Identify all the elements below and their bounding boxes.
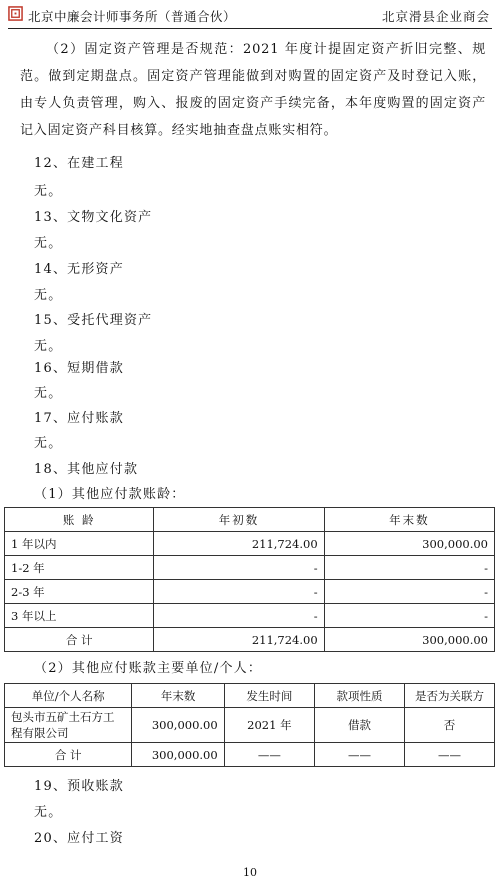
table-row bbox=[5, 708, 495, 743]
table-header-cell: 账 龄 bbox=[5, 508, 154, 532]
subsection-title: （1）其他应付款账龄： bbox=[34, 487, 186, 502]
section-title: 12、在建工程 bbox=[34, 156, 124, 171]
table-cell: - bbox=[154, 580, 324, 604]
table-cell: 300,000.00 bbox=[132, 743, 224, 767]
section-body: 无。 bbox=[34, 339, 63, 354]
section-title: 17、应付账款 bbox=[34, 411, 124, 426]
section-title: 13、文物文化资产 bbox=[34, 210, 153, 225]
section-body: 无。 bbox=[34, 805, 63, 820]
table-cell: - bbox=[324, 580, 494, 604]
table-row bbox=[5, 580, 495, 604]
table-row bbox=[5, 604, 495, 628]
table-header-cell: 年初数 bbox=[154, 508, 324, 532]
table-cell: 否 bbox=[404, 708, 494, 743]
table-cell: 借款 bbox=[315, 708, 405, 743]
table-cell: —— bbox=[404, 743, 494, 767]
table-header-cell: 是否为关联方 bbox=[404, 684, 494, 708]
table-cell: 合 计 bbox=[5, 628, 154, 652]
section-body: 无。 bbox=[34, 288, 63, 303]
section-title: 19、预收账款 bbox=[34, 779, 124, 794]
table-cell: - bbox=[154, 604, 324, 628]
table-header-row bbox=[5, 508, 495, 532]
table-cell: —— bbox=[315, 743, 405, 767]
table-cell: 300,000.00 bbox=[324, 628, 494, 652]
section-body: 无。 bbox=[34, 436, 63, 451]
table-cell: 300,000.00 bbox=[324, 532, 494, 556]
firm-logo-icon bbox=[8, 6, 23, 21]
page-number: 10 bbox=[243, 866, 257, 879]
table-cell: —— bbox=[224, 743, 314, 767]
table-total-row bbox=[5, 743, 495, 767]
table-cell: 211,724.00 bbox=[154, 628, 324, 652]
table-cell: 211,724.00 bbox=[154, 532, 324, 556]
table-header-row bbox=[5, 684, 495, 708]
section-title: 20、应付工资 bbox=[34, 831, 124, 846]
table-header-cell: 发生时间 bbox=[224, 684, 314, 708]
table-total-row bbox=[5, 628, 495, 652]
table-header-cell: 年末数 bbox=[132, 684, 224, 708]
section-title: 18、其他应付款 bbox=[34, 462, 139, 477]
subsection-title: （2）其他应付账款主要单位/个人： bbox=[34, 661, 263, 676]
table-header-cell: 单位/个人名称 bbox=[5, 684, 132, 708]
section-body: 无。 bbox=[34, 184, 63, 199]
section-body: 无。 bbox=[34, 236, 63, 251]
table-cell: - bbox=[154, 556, 324, 580]
table-cell: 3 年以上 bbox=[5, 604, 154, 628]
aging-table bbox=[4, 507, 495, 652]
table-cell: 1-2 年 bbox=[5, 556, 154, 580]
client-name: 北京滑县企业商会 bbox=[381, 9, 490, 24]
table-cell: 2021 年 bbox=[224, 708, 314, 743]
page-header bbox=[8, 4, 492, 29]
firm-name: 北京中廉会计师事务所（普通合伙） bbox=[28, 9, 237, 24]
table-cell: - bbox=[324, 556, 494, 580]
table-row bbox=[5, 556, 495, 580]
table-row bbox=[5, 532, 495, 556]
table-cell: 300,000.00 bbox=[132, 708, 224, 743]
table-cell: 2-3 年 bbox=[5, 580, 154, 604]
section-title: 14、无形资产 bbox=[34, 262, 124, 277]
table-header-cell: 年末数 bbox=[324, 508, 494, 532]
table-cell: 1 年以内 bbox=[5, 532, 154, 556]
table-cell: 合 计 bbox=[5, 743, 132, 767]
section-title: 15、受托代理资产 bbox=[34, 313, 153, 328]
section-body: 无。 bbox=[34, 386, 63, 401]
section-title: 16、短期借款 bbox=[34, 361, 124, 376]
fixed-asset-paragraph: （2）固定资产管理是否规范：2021 年度计提固定资产折旧完整、规范。做到定期盘点。固定资产管理能做到对购置的固定资产及时登记入账，由专人负责管理，购入、报废的固定资产手续完备，本年度购置的固定资产记入固定资产科目核算。经实地抽查盘点账实相符。 bbox=[20, 42, 486, 138]
table-header-cell: 款项性质 bbox=[315, 684, 405, 708]
party-table bbox=[4, 683, 495, 767]
table-cell: - bbox=[324, 604, 494, 628]
table-cell: 包头市五矿土石方工程有限公司 bbox=[5, 708, 132, 743]
